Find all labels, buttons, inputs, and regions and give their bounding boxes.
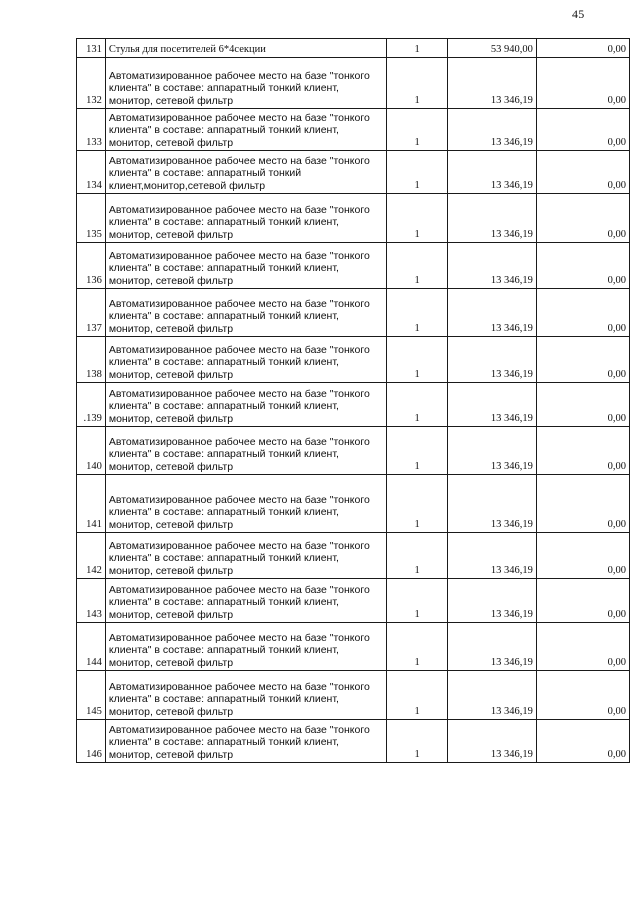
item-name-cell: Автоматизированное рабочее место на базе "тонкого клиента" в составе: аппаратный тонкий клиент, монитор, сетевой фильтр [105, 533, 386, 579]
residual-value-cell: 0,00 [536, 337, 629, 383]
residual-value-cell: 0,00 [536, 289, 629, 337]
table-row [77, 427, 630, 475]
row-number-cell: 138 [77, 337, 106, 383]
price-cell: 53 940,00 [448, 39, 537, 58]
row-number-cell: 134 [77, 151, 106, 194]
residual-value-cell: 0,00 [536, 720, 629, 763]
quantity-cell: 1 [387, 109, 448, 151]
residual-value-cell: 0,00 [536, 427, 629, 475]
price-cell: 13 346,19 [448, 623, 537, 671]
residual-value-cell: 0,00 [536, 475, 629, 533]
table-row [77, 383, 630, 427]
item-name-cell: Автоматизированное рабочее место на базе "тонкого клиента" в составе: аппаратный тонкий клиент, монитор, сетевой фильтр [105, 289, 386, 337]
table-row [77, 151, 630, 194]
price-cell: 13 346,19 [448, 58, 537, 109]
item-name-cell: Автоматизированное рабочее место на базе "тонкого клиента" в составе: аппаратный тонкий клиент, монитор, сетевой фильтр [105, 58, 386, 109]
price-cell: 13 346,19 [448, 475, 537, 533]
price-cell: 13 346,19 [448, 109, 537, 151]
item-name-cell: Стулья для посетителей 6*4секции [105, 39, 386, 58]
table-row [77, 671, 630, 720]
residual-value-cell: 0,00 [536, 383, 629, 427]
inventory-table [76, 38, 630, 763]
row-number-cell: 144 [77, 623, 106, 671]
quantity-cell: 1 [387, 579, 448, 623]
table-row [77, 289, 630, 337]
table-row [77, 243, 630, 289]
table-row [77, 533, 630, 579]
table-row [77, 194, 630, 243]
residual-value-cell: 0,00 [536, 623, 629, 671]
row-number-cell: 137 [77, 289, 106, 337]
price-cell: 13 346,19 [448, 579, 537, 623]
row-number-cell: 133 [77, 109, 106, 151]
table-row [77, 39, 630, 58]
table-row [77, 579, 630, 623]
row-number-cell: 146 [77, 720, 106, 763]
quantity-cell: 1 [387, 671, 448, 720]
quantity-cell: 1 [387, 475, 448, 533]
residual-value-cell: 0,00 [536, 533, 629, 579]
item-name-cell: Автоматизированное рабочее место на базе "тонкого клиента" в составе: аппаратный тонкий клиент, монитор, сетевой фильтр [105, 109, 386, 151]
price-cell: 13 346,19 [448, 289, 537, 337]
residual-value-cell: 0,00 [536, 39, 629, 58]
quantity-cell: 1 [387, 289, 448, 337]
price-cell: 13 346,19 [448, 194, 537, 243]
price-cell: 13 346,19 [448, 427, 537, 475]
table-row [77, 720, 630, 763]
quantity-cell: 1 [387, 58, 448, 109]
item-name-cell: Автоматизированное рабочее место на базе "тонкого клиента" в составе: аппаратный тонкий клиент, монитор, сетевой фильтр [105, 720, 386, 763]
item-name-cell: Автоматизированное рабочее место на базе "тонкого клиента" в составе: аппаратный тонкий клиент, монитор, сетевой фильтр [105, 579, 386, 623]
table-row [77, 58, 630, 109]
item-name-cell: Автоматизированное рабочее место на базе "тонкого клиента" в составе: аппаратный тонкий клиент, монитор, сетевой фильтр [105, 243, 386, 289]
item-name-cell: Автоматизированное рабочее место на базе "тонкого клиента" в составе: аппаратный тонкий клиент,монитор,сетевой фильтр [105, 151, 386, 194]
row-number-cell: 135 [77, 194, 106, 243]
residual-value-cell: 0,00 [536, 243, 629, 289]
item-name-cell: Автоматизированное рабочее место на базе "тонкого клиента" в составе: аппаратный тонкий клиент, монитор, сетевой фильтр [105, 337, 386, 383]
quantity-cell: 1 [387, 720, 448, 763]
quantity-cell: 1 [387, 39, 448, 58]
quantity-cell: 1 [387, 243, 448, 289]
row-number-cell: 132 [77, 58, 106, 109]
item-name-cell: Автоматизированное рабочее место на базе "тонкого клиента" в составе: аппаратный тонкий клиент, монитор, сетевой фильтр [105, 671, 386, 720]
row-number-cell: 141 [77, 475, 106, 533]
table-row [77, 623, 630, 671]
price-cell: 13 346,19 [448, 671, 537, 720]
row-number-cell: 136 [77, 243, 106, 289]
row-number-cell: 143 [77, 579, 106, 623]
price-cell: 13 346,19 [448, 720, 537, 763]
table-row [77, 337, 630, 383]
inventory-table-body [77, 39, 630, 763]
table-row [77, 475, 630, 533]
page-number: 45 [572, 7, 585, 21]
table-row [77, 109, 630, 151]
price-cell: 13 346,19 [448, 533, 537, 579]
quantity-cell: 1 [387, 337, 448, 383]
quantity-cell: 1 [387, 623, 448, 671]
item-name-cell: Автоматизированное рабочее место на базе "тонкого клиента" в составе: аппаратный тонкий клиент, монитор, сетевой фильтр [105, 194, 386, 243]
item-name-cell: Автоматизированное рабочее место на базе "тонкого клиента" в составе: аппаратный тонкий клиент, монитор, сетевой фильтр [105, 475, 386, 533]
item-name-cell: Автоматизированное рабочее место на базе "тонкого клиента" в составе: аппаратный тонкий клиент, монитор, сетевой фильтр [105, 427, 386, 475]
residual-value-cell: 0,00 [536, 671, 629, 720]
row-number-cell: 145 [77, 671, 106, 720]
row-number-cell: 140 [77, 427, 106, 475]
quantity-cell: 1 [387, 383, 448, 427]
row-number-cell: 142 [77, 533, 106, 579]
residual-value-cell: 0,00 [536, 579, 629, 623]
row-number-cell: 131 [77, 39, 106, 58]
quantity-cell: 1 [387, 151, 448, 194]
residual-value-cell: 0,00 [536, 109, 629, 151]
residual-value-cell: 0,00 [536, 151, 629, 194]
price-cell: 13 346,19 [448, 383, 537, 427]
residual-value-cell: 0,00 [536, 58, 629, 109]
quantity-cell: 1 [387, 194, 448, 243]
quantity-cell: 1 [387, 427, 448, 475]
residual-value-cell: 0,00 [536, 194, 629, 243]
row-number-cell: .139 [77, 383, 106, 427]
price-cell: 13 346,19 [448, 243, 537, 289]
quantity-cell: 1 [387, 533, 448, 579]
item-name-cell: Автоматизированное рабочее место на базе "тонкого клиента" в составе: аппаратный тонкий клиент, монитор, сетевой фильтр [105, 623, 386, 671]
price-cell: 13 346,19 [448, 337, 537, 383]
item-name-cell: Автоматизированное рабочее место на базе "тонкого клиента" в составе: аппаратный тонкий клиент, монитор, сетевой фильтр [105, 383, 386, 427]
price-cell: 13 346,19 [448, 151, 537, 194]
